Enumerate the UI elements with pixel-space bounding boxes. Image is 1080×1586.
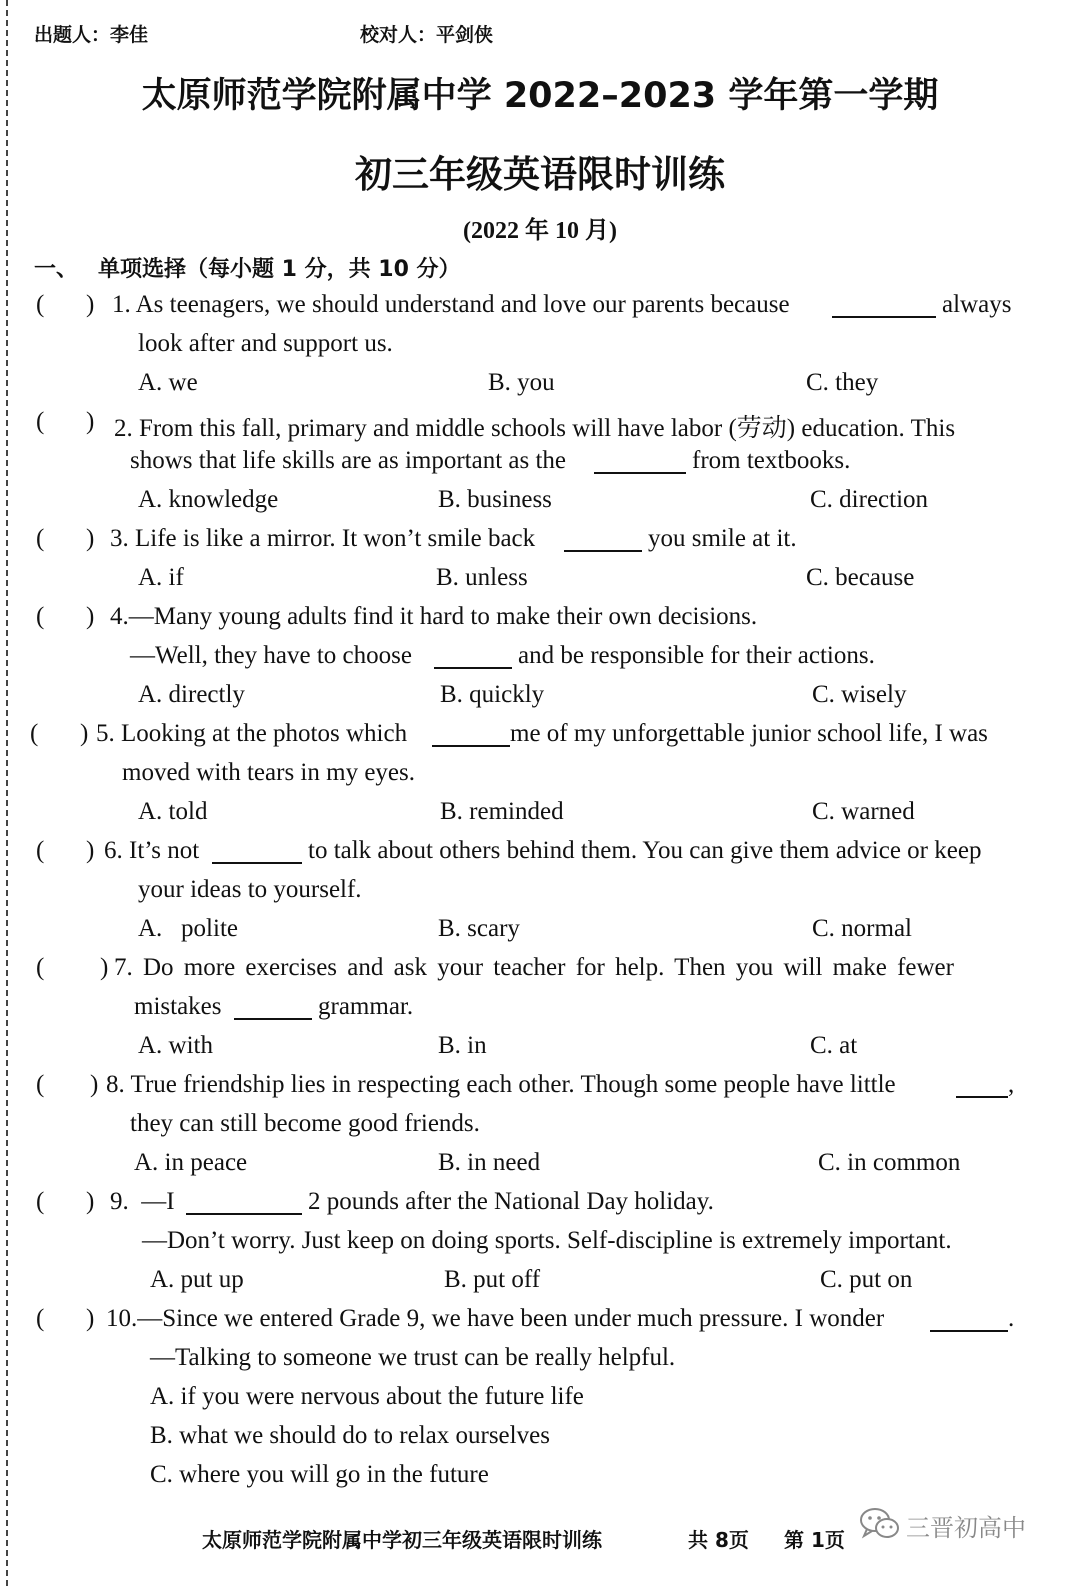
question-3-blank [564,530,642,552]
question-5-text-end: me of my unforgettable junior school life, I was [510,720,988,747]
question-10-blank [930,1310,1008,1332]
answer-paren-open: ( [36,1071,45,1098]
footer-page-number: 第 1页 [784,1528,845,1552]
question-9-option-b: B. put off [444,1266,541,1293]
exam-date: (2022 年 10 月) [463,218,617,244]
question-2-blank [594,452,686,474]
question-2-text-end: from textbooks. [692,447,851,474]
question-2-option-c: C. direction [810,486,929,513]
question-10-text-end: . [1008,1305,1015,1332]
question-9-option-c: C. put on [820,1266,913,1293]
question-8-text-end: , [1008,1071,1015,1098]
answer-paren-open: ( [36,603,45,630]
question-7-text: 7. Do more exercises and ask your teacher for help. Then you will make fewer [114,954,954,981]
question-3-option-c: C. because [806,564,915,591]
answer-paren-close: ) [86,525,95,552]
question-2-option-b: B. business [438,486,552,513]
answer-paren-open: ( [36,291,45,318]
question-5-option-c: C. warned [812,798,915,825]
question-3-option-b: B. unless [436,564,528,591]
question-9-blank [186,1193,302,1215]
question-5-text-line2: moved with tears in my eyes. [122,759,415,786]
question-7-blank [234,998,312,1020]
answer-paren-open: ( [36,1305,45,1332]
answer-paren-close: ) [86,1188,95,1215]
question-1-option-a: A. we [138,369,198,396]
page-title: 太原师范学院附属中学 2022–2023 学年第一学期 [141,76,939,116]
question-8-option-c: C. in common [818,1149,961,1176]
reviewer-label: 校对人：平剑侠 [360,24,494,46]
question-4-blank [434,647,512,669]
question-6-text-end: to talk about others behind them. You can give them advice or keep [308,837,982,864]
question-4-option-a: A. directly [138,681,245,708]
question-5-option-b: B. reminded [440,798,564,825]
answer-paren-open: ( [30,720,39,747]
question-2-option-a: A. knowledge [138,486,279,513]
answer-paren-open: ( [36,525,45,552]
question-4-option-b: B. quickly [440,681,545,708]
question-8-option-b: B. in need [438,1149,541,1176]
answer-paren-close: ) [100,954,109,981]
question-10-option-c: C. where you will go in the future [150,1461,489,1488]
question-1-option-c: C. they [806,369,879,396]
question-6-text: 6. It’s not [104,837,200,864]
question-9-text: 9. —I [110,1188,175,1215]
question-10-option-a: A. if you were nervous about the future life [150,1383,584,1410]
question-3-text-end: you smile at it. [648,525,797,552]
answer-paren-close: ) [86,291,95,318]
question-7-option-a: A. with [138,1032,213,1059]
question-3-option-a: A. if [138,564,184,591]
question-6-option-c: C. normal [812,915,912,942]
section-number: 一、 [34,257,79,282]
question-1-option-b: B. you [488,369,555,396]
question-5-text: 5. Looking at the photos which [96,720,408,747]
question-8-blank [956,1076,1008,1098]
question-9-text-line2: —Don’t worry. Just keep on doing sports. Self-discipline is extremely important. [142,1227,952,1254]
author-label: 出题人：李佳 [34,24,149,46]
question-1-text: 1. As teenagers, we should understand and love our parents because [112,291,790,318]
question-9-text-end: 2 pounds after the National Day holiday. [308,1188,714,1215]
wechat-icon [858,1506,902,1542]
question-10-option-b: B. what we should do to relax ourselves [150,1422,550,1449]
question-4-text-line2: —Well, they have to choose [130,642,412,669]
page-subtitle: 初三年级英语限时训练 [355,153,725,196]
question-6-option-b: B. scary [438,915,520,942]
question-5-option-a: A. told [138,798,208,825]
answer-paren-close: ) [86,408,95,435]
question-6-text-line2: your ideas to yourself. [138,876,362,903]
question-7-option-b: B. in [438,1032,487,1059]
footer-total-pages: 共 8页 [688,1528,749,1552]
question-10-text: 10.—Since we entered Grade 9, we have been under much pressure. I wonder [106,1305,885,1332]
question-1-text-end: always [942,291,1012,318]
question-8-text: 8. True friendship lies in respecting each other. Though some people have little [106,1071,896,1098]
question-2-text: 2. From this fall, primary and middle schools will have labor (劳动) education. This [114,415,956,442]
question-7-text-line2: mistakes [134,993,222,1020]
answer-paren-open: ( [36,408,45,435]
question-2-text-line2: shows that life skills are as important as the [130,447,567,474]
answer-paren-close: ) [86,603,95,630]
question-1-blank [832,296,936,318]
watermark-text: 三晋初高中 [906,1514,1026,1542]
section-heading: 单项选择（每小题 1 分，共 10 分） [98,257,461,282]
question-4-option-c: C. wisely [812,681,907,708]
question-3-text: 3. Life is like a mirror. It won’t smile back [110,525,536,552]
answer-paren-open: ( [36,837,45,864]
question-7-text-end: grammar. [318,993,414,1020]
question-7-option-c: C. at [810,1032,858,1059]
question-6-blank [212,842,302,864]
question-9-option-a: A. put up [150,1266,244,1293]
answer-paren-close: ) [90,1071,99,1098]
question-1-text-line2: look after and support us. [138,330,393,357]
answer-paren-open: ( [36,1188,45,1215]
answer-paren-close: ) [86,837,95,864]
question-4-text: 4.—Many young adults find it hard to make their own decisions. [110,603,758,630]
question-8-text-line2: they can still become good friends. [130,1110,480,1137]
answer-paren-open: ( [36,954,45,981]
question-4-text-end: and be responsible for their actions. [518,642,875,669]
answer-paren-close: ) [80,720,89,747]
question-8-option-a: A. in peace [134,1149,248,1176]
question-5-blank [432,725,510,747]
footer-school: 太原师范学院附属中学初三年级英语限时训练 [202,1528,602,1552]
question-10-text-line2: —Talking to someone we trust can be really helpful. [150,1344,676,1371]
answer-paren-close: ) [86,1305,95,1332]
question-6-option-a: A. polite [138,915,238,942]
